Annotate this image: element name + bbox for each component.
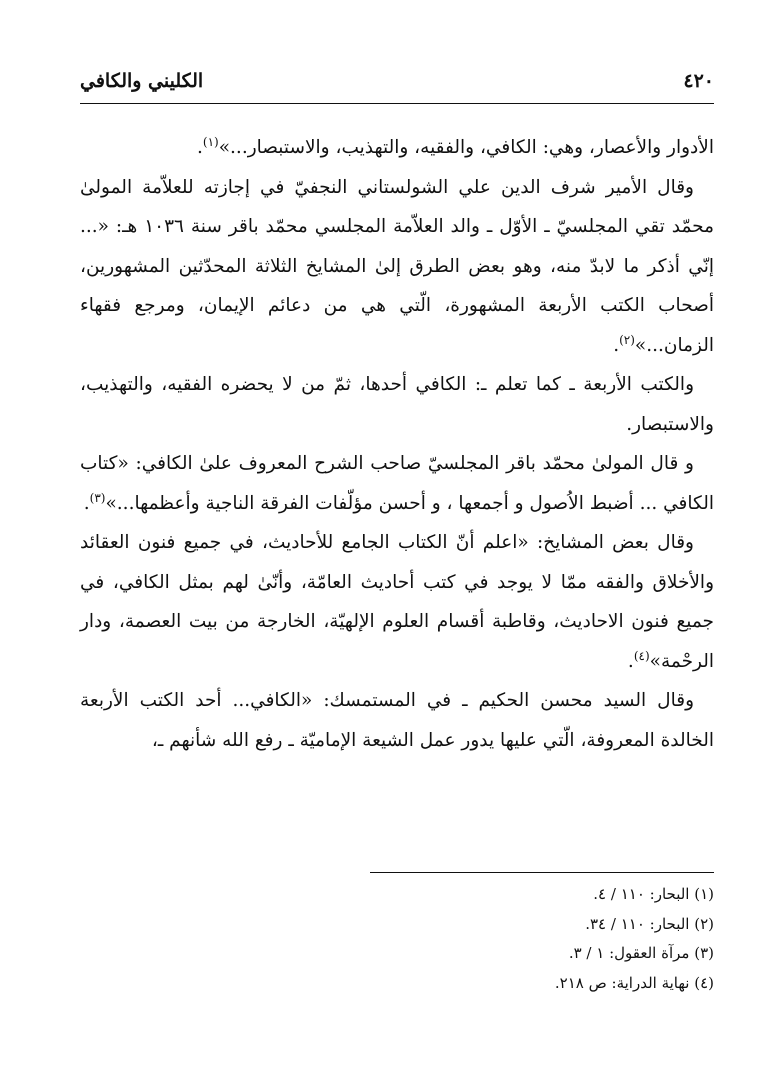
footnotes <box>80 880 714 998</box>
footnote-divider <box>370 872 714 873</box>
footnote: (٣) مرآة العقول: ١ / ٣. <box>568 944 714 962</box>
running-title: الكليني والكافي <box>80 70 204 92</box>
running-header <box>80 62 714 102</box>
paragraph: وقال السيد محسن الحكيم ـ في المستمسك: «الكافي... أحد الكتب الأربعة الخالدة المعروفة، الّتي عليها يدور عمل الشيعة الإماميّة ـ رفع الله شأنهم ـ، <box>80 690 714 751</box>
footnote-marker: (٢) <box>619 332 635 347</box>
footnote: (١) البحار: ١١٠ / ٤. <box>593 885 714 903</box>
page-number: ٤٢٠ <box>683 70 714 92</box>
footnote: (٤) نهاية الدراية: ص ٢١٨. <box>554 973 714 992</box>
paragraph: وقال بعض المشايخ: «اعلم أنّ الكتاب الجامع للأحاديث، في جميع فنون العقائد والأخلاق والفقه ممّا لا يوجد في كتب أحاديث العامّة، وأنّىٰ لهم بمثل الكافي، في جميع فنون الاحاديث، وقاطبة أقسام العلوم الإلهيّة، الخارجة من بيت العصمة، ودار الرحْمة»$^{(٤)}$. <box>80 532 714 672</box>
main-text <box>80 128 714 760</box>
header-divider <box>80 103 714 104</box>
paragraph: والكتب الأربعة ـ كما تعلم ـ: الكافي أحدها، ثمّ من لا يحضره الفقيه، والتهذيب، والاستبصار. <box>80 374 714 435</box>
footnote-marker: (٤) <box>633 648 650 663</box>
footnote: (٢) البحار: ١١٠ / ٣٤. <box>585 914 714 933</box>
paragraph: و قال المولىٰ محمّد باقر المجلسيّ صاحب الشرح المعروف علىٰ الكافي: «كتاب الكافي ... أضبط الاُصول و أجمعها ، و أحسن مؤلّفات الفرقة الناجية وأعظمها...»$^{(٣)}$. <box>80 453 714 514</box>
footnote-marker: (١) <box>202 134 219 149</box>
paragraph: الأدوار والأعصار، وهي: الكافي، والفقيه، والتهذيب، والاستبصار...»$^{(١)}$. <box>197 134 714 158</box>
footnote-marker: (٣) <box>89 490 106 505</box>
paragraph: وقال الأمير شرف الدين علي الشولستاني النجفيّ في إجازته للعلاّمة المولىٰ محمّد تقي المجلسيّ ـ الأوّل ـ والد العلاّمة المجلسي محمّد باقر سنة ١٠٣٦ هـ: «... إنّي أذكر ما لابدّ منه، وهو بعض الطرق إلىٰ المشايخ الثلاثة المحدّثين المشهورين، أصحاب الكتب الأربعة المشهورة، الّتي هي من دعائم الإيمان، ومرجع فقهاء الزمان...»$^{(٢)}$. <box>80 176 714 356</box>
